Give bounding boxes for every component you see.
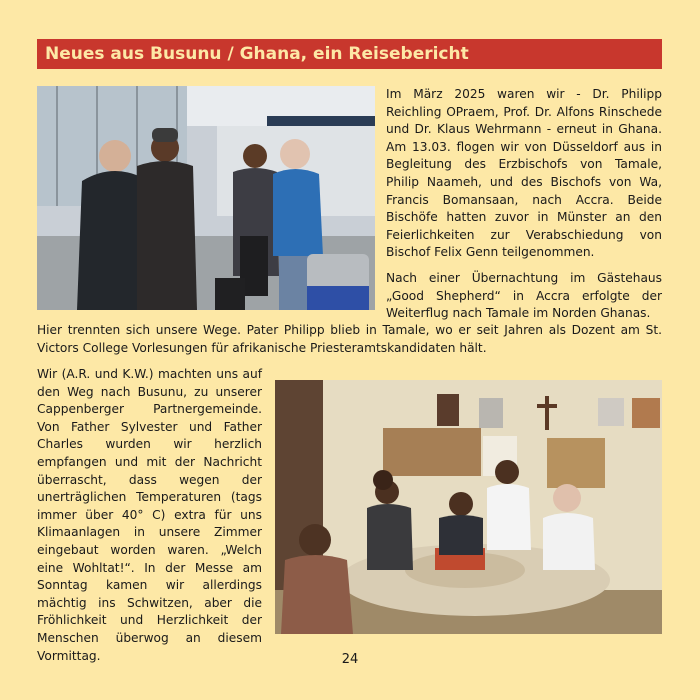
busunu-paragraph: Wir (A.R. und K.W.) machten uns auf den Weg nach Busunu, zu unserer Cappenberger Partnergemeinde. Von Father Sylvester und Father Charles wurden wir herzlich empfangen und mit der Nachricht überrascht, dass wegen der unerträglichen Temperaturen (tags immer über 40° C) extra für uns Klimaanlagen in unsere Zimmer eingebaut worden waren. „Welch eine Wohltat!“. In der Messe am Sonntag kamen wir allerdings mächtig ins Schwitzen, aber die Fröhlichkeit und Herzlichkeit der Menschen überwog an diesem Vormittag. bbox=[37, 367, 262, 663]
intro-paragraph: Im März 2025 waren wir - Dr. Philipp Reichling OPraem, Prof. Dr. Alfons Rinschede und Dr. Klaus Wehrmann - erneut in Ghana. Am 13.03. flogen wir von Düsseldorf aus in Begleitung des Erzbischofs von Tamale, Philip Naameh, und des Bischofs von Wa, Francis Bomansaan, nach Accra. Beide Bischöfe hatten zuvor in Münster an den Feierlichkeiten zur Verabschiedung von Bischof Felix Genn teilgenommen. bbox=[386, 87, 662, 260]
airport-photo bbox=[37, 86, 375, 310]
page-number: 24 bbox=[341, 652, 359, 667]
page-title: Neues aus Busunu / Ghana, ein Reisebericht bbox=[37, 39, 662, 69]
accra-paragraph: Nach einer Übernachtung im Gästehaus „Good Shepherd“ in Accra erfolgte der Weiterflug nach Tamale im Norden Ghanas. bbox=[386, 271, 662, 321]
dining-photo bbox=[275, 380, 662, 634]
tamale-paragraph: Hier trennten sich unsere Wege. Pater Philipp blieb in Tamale, wo er seit Jahren als Dozent am St. Victors College Vorlesungen für afrikanische Priesteramtskandidaten hält. bbox=[37, 323, 662, 355]
